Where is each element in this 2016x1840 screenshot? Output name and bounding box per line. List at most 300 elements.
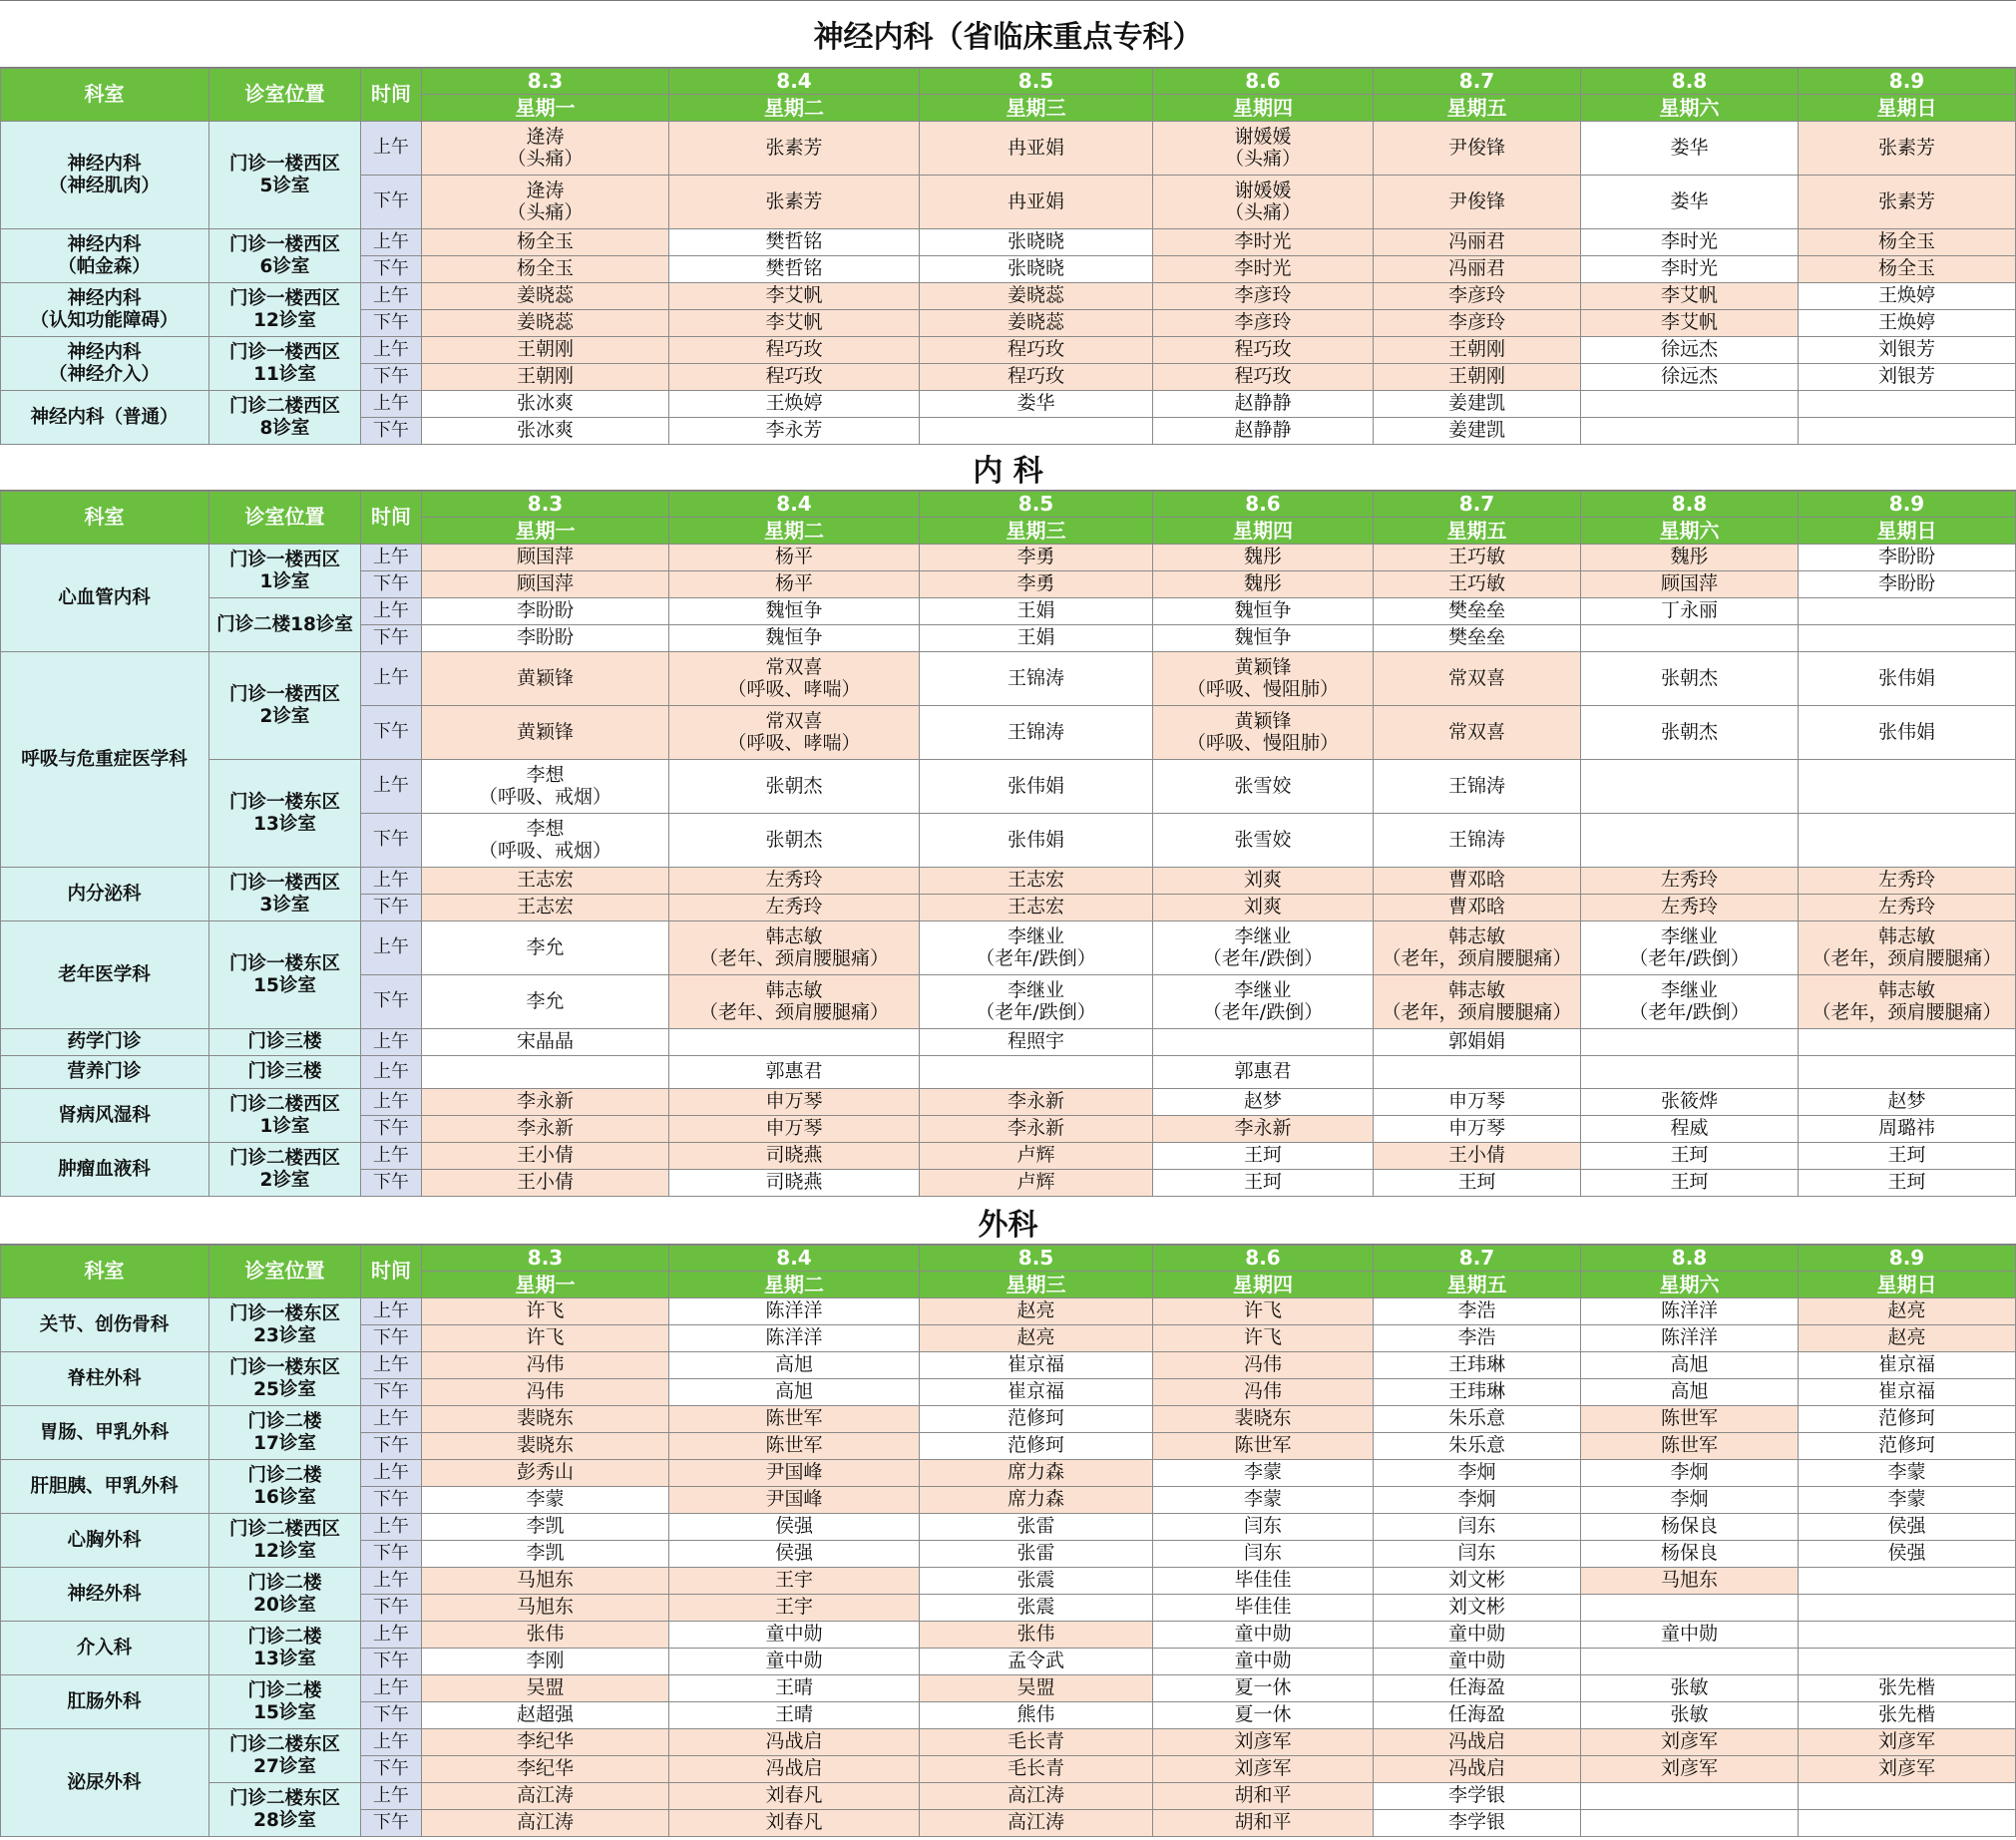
doctor-cell: 宋晶晶 xyxy=(422,1029,669,1056)
doctor-cell: 常双喜 xyxy=(1374,652,1581,706)
doctor-cell: 彭秀山 xyxy=(422,1460,669,1487)
doctor-cell: 曹邓晗 xyxy=(1374,895,1581,921)
header-room: 诊室位置 xyxy=(209,1245,361,1298)
doctor-cell: 周璐祎 xyxy=(1799,1116,2016,1143)
doctor-cell: 李纪华 xyxy=(422,1729,669,1756)
doctor-cell: 裴晓东 xyxy=(422,1406,669,1433)
department-name: 心血管内科 xyxy=(0,545,209,652)
doctor-cell: 张素芳 xyxy=(669,122,920,176)
doctor-cell: 徐远杰 xyxy=(1581,337,1799,364)
doctor-cell: 王志宏 xyxy=(920,868,1153,895)
clinic-room: 门诊二楼东区 27诊室 xyxy=(209,1729,361,1783)
header-dept: 科室 xyxy=(0,491,209,545)
doctor-cell: 任海盈 xyxy=(1374,1675,1581,1702)
doctor-cell: 冯战启 xyxy=(669,1756,920,1783)
doctor-cell: 陈洋洋 xyxy=(1581,1298,1799,1325)
clinic-room: 门诊二楼 16诊室 xyxy=(209,1460,361,1514)
doctor-cell: 韩志敏 （老年、颈肩腰腿痛） xyxy=(669,921,920,975)
doctor-cell: 李艾帆 xyxy=(1581,310,1799,337)
header-date: 8.3 xyxy=(422,1245,669,1272)
doctor-cell: 王娟 xyxy=(920,598,1153,625)
doctor-cell: 娄华 xyxy=(1581,176,1799,229)
header-date: 8.6 xyxy=(1153,1245,1374,1272)
doctor-cell: 常双喜 （呼吸、哮喘） xyxy=(669,652,920,706)
doctor-cell: 王锦涛 xyxy=(1374,814,1581,868)
header-date: 8.4 xyxy=(669,1245,920,1272)
doctor-cell: 谢媛媛 （头痛） xyxy=(1153,176,1374,229)
doctor-cell: 杨平 xyxy=(669,545,920,571)
department-name: 关节、创伤骨科 xyxy=(0,1298,209,1352)
doctor-cell: 姜晓蕊 xyxy=(920,283,1153,310)
doctor-cell: 程照宇 xyxy=(920,1029,1153,1056)
department-name: 药学门诊 xyxy=(0,1029,209,1056)
doctor-cell: 魏恒争 xyxy=(1153,598,1374,625)
doctor-cell: 程巧玫 xyxy=(1153,337,1374,364)
doctor-cell: 程巧玫 xyxy=(1153,364,1374,391)
session-time: 下午 xyxy=(361,814,422,868)
session-time: 下午 xyxy=(361,1649,422,1675)
doctor-cell: 韩志敏 （老年，颈肩腰腿痛） xyxy=(1799,921,2016,975)
header-dept: 科室 xyxy=(0,68,209,122)
doctor-cell: 马旭东 xyxy=(422,1568,669,1595)
header-weekday: 星期六 xyxy=(1581,95,1799,122)
doctor-cell xyxy=(1799,1783,2016,1810)
doctor-cell: 樊哲铭 xyxy=(669,229,920,256)
doctor-cell: 范修珂 xyxy=(1799,1406,2016,1433)
doctor-cell: 许飞 xyxy=(1153,1298,1374,1325)
doctor-cell xyxy=(1581,418,1799,445)
doctor-cell: 陈世军 xyxy=(669,1433,920,1460)
header-weekday: 星期日 xyxy=(1799,95,2016,122)
doctor-cell: 张冰爽 xyxy=(422,391,669,418)
doctor-cell: 冯伟 xyxy=(1153,1379,1374,1406)
header-weekday: 星期六 xyxy=(1581,518,1799,545)
session-time: 上午 xyxy=(361,1029,422,1056)
doctor-cell: 王晴 xyxy=(669,1702,920,1729)
header-weekday: 星期四 xyxy=(1153,95,1374,122)
doctor-cell: 崔京福 xyxy=(1799,1379,2016,1406)
doctor-cell: 申万琴 xyxy=(1374,1089,1581,1116)
header-date: 8.3 xyxy=(422,491,669,518)
doctor-cell: 冯丽君 xyxy=(1374,256,1581,283)
doctor-cell: 左秀玲 xyxy=(1799,895,2016,921)
doctor-cell: 李蒙 xyxy=(1799,1460,2016,1487)
header-date: 8.8 xyxy=(1581,491,1799,518)
doctor-cell: 胡和平 xyxy=(1153,1783,1374,1810)
department-name: 泌尿外科 xyxy=(0,1729,209,1837)
doctor-cell: 范修珂 xyxy=(1799,1433,2016,1460)
doctor-cell: 黄颖锋 xyxy=(422,652,669,706)
doctor-cell: 刘彦军 xyxy=(1581,1756,1799,1783)
doctor-cell: 王志宏 xyxy=(422,868,669,895)
doctor-cell: 李时光 xyxy=(1581,256,1799,283)
doctor-cell: 韩志敏 （老年、颈肩腰腿痛） xyxy=(669,975,920,1029)
header-date: 8.5 xyxy=(920,491,1153,518)
doctor-cell: 高旭 xyxy=(669,1379,920,1406)
clinic-room: 门诊二楼西区 8诊室 xyxy=(209,391,361,445)
doctor-cell: 程巧玫 xyxy=(669,337,920,364)
doctor-cell: 刘文彬 xyxy=(1374,1595,1581,1622)
doctor-cell: 冉亚娟 xyxy=(920,122,1153,176)
doctor-cell: 程巧玫 xyxy=(920,364,1153,391)
doctor-cell: 张筱烨 xyxy=(1581,1089,1799,1116)
header-dept: 科室 xyxy=(0,1245,209,1298)
doctor-cell: 杨平 xyxy=(669,571,920,598)
session-time: 上午 xyxy=(361,1729,422,1756)
doctor-cell: 左秀玲 xyxy=(1581,895,1799,921)
doctor-cell: 童中勋 xyxy=(1153,1622,1374,1649)
department-name: 神经内科（普通） xyxy=(0,391,209,445)
doctor-cell: 童中勋 xyxy=(1153,1649,1374,1675)
clinic-room: 门诊一楼东区 25诊室 xyxy=(209,1352,361,1406)
doctor-cell: 席力森 xyxy=(920,1460,1153,1487)
doctor-cell: 李永芳 xyxy=(669,418,920,445)
doctor-cell: 魏彤 xyxy=(1581,545,1799,571)
doctor-cell: 范修珂 xyxy=(920,1433,1153,1460)
clinic-room: 门诊一楼东区 15诊室 xyxy=(209,921,361,1029)
doctor-cell: 张雪姣 xyxy=(1153,814,1374,868)
doctor-cell xyxy=(1799,625,2016,652)
doctor-cell: 李刚 xyxy=(422,1649,669,1675)
doctor-cell: 王志宏 xyxy=(422,895,669,921)
doctor-cell: 王宇 xyxy=(669,1595,920,1622)
session-time: 上午 xyxy=(361,760,422,814)
doctor-cell: 冯战启 xyxy=(1374,1729,1581,1756)
header-date: 8.8 xyxy=(1581,68,1799,95)
doctor-cell: 李浩 xyxy=(1374,1298,1581,1325)
session-time: 上午 xyxy=(361,652,422,706)
clinic-room: 门诊一楼东区 23诊室 xyxy=(209,1298,361,1352)
doctor-cell: 尹国峰 xyxy=(669,1487,920,1514)
department-name: 营养门诊 xyxy=(0,1056,209,1089)
doctor-cell: 申万琴 xyxy=(669,1089,920,1116)
department-name: 脊柱外科 xyxy=(0,1352,209,1406)
doctor-cell: 李想 （呼吸、戒烟） xyxy=(422,760,669,814)
doctor-cell: 王小倩 xyxy=(422,1143,669,1170)
clinic-room: 门诊三楼 xyxy=(209,1056,361,1089)
session-time: 上午 xyxy=(361,229,422,256)
doctor-cell: 张敏 xyxy=(1581,1702,1799,1729)
doctor-cell xyxy=(1581,1029,1799,1056)
doctor-cell: 左秀玲 xyxy=(669,868,920,895)
session-time: 上午 xyxy=(361,1056,422,1089)
session-time: 下午 xyxy=(361,1433,422,1460)
doctor-cell xyxy=(920,418,1153,445)
doctor-cell: 闫东 xyxy=(1153,1541,1374,1568)
header-weekday: 星期日 xyxy=(1799,518,2016,545)
doctor-cell: 申万琴 xyxy=(1374,1116,1581,1143)
session-time: 上午 xyxy=(361,1352,422,1379)
header-weekday: 星期二 xyxy=(669,1272,920,1298)
doctor-cell: 李继业 （老年/跌倒） xyxy=(920,921,1153,975)
doctor-cell: 李允 xyxy=(422,921,669,975)
clinic-room: 门诊二楼西区 1诊室 xyxy=(209,1089,361,1143)
session-time: 下午 xyxy=(361,1379,422,1406)
doctor-cell: 许飞 xyxy=(422,1298,669,1325)
header-weekday: 星期一 xyxy=(422,1272,669,1298)
doctor-cell: 侯强 xyxy=(1799,1514,2016,1541)
doctor-cell: 逄涛 （头痛） xyxy=(422,122,669,176)
doctor-cell: 司晓燕 xyxy=(669,1170,920,1197)
doctor-cell: 黄颖锋 （呼吸、慢阻肺） xyxy=(1153,706,1374,760)
doctor-cell: 张朝杰 xyxy=(1581,706,1799,760)
department-name: 神经内科 （神经肌肉） xyxy=(0,122,209,229)
doctor-cell xyxy=(1799,391,2016,418)
doctor-cell: 张朝杰 xyxy=(1581,652,1799,706)
clinic-room: 门诊一楼西区 12诊室 xyxy=(209,283,361,337)
doctor-cell xyxy=(1799,1649,2016,1675)
doctor-cell: 魏恒争 xyxy=(1153,625,1374,652)
department-name: 神经内科 （认知功能障碍） xyxy=(0,283,209,337)
doctor-cell: 韩志敏 （老年，颈肩腰腿痛） xyxy=(1799,975,2016,1029)
doctor-cell: 魏恒争 xyxy=(669,598,920,625)
session-time: 下午 xyxy=(361,1702,422,1729)
doctor-cell: 李盼盼 xyxy=(422,625,669,652)
doctor-cell: 陈世军 xyxy=(1153,1433,1374,1460)
doctor-cell: 冯丽君 xyxy=(1374,229,1581,256)
doctor-cell: 谢媛媛 （头痛） xyxy=(1153,122,1374,176)
header-time: 时间 xyxy=(361,68,422,122)
doctor-cell: 姜晓蕊 xyxy=(920,310,1153,337)
doctor-cell: 张雷 xyxy=(920,1514,1153,1541)
header-time: 时间 xyxy=(361,1245,422,1298)
doctor-cell: 程巧玫 xyxy=(920,337,1153,364)
session-time: 下午 xyxy=(361,310,422,337)
doctor-cell: 魏彤 xyxy=(1153,571,1374,598)
doctor-cell xyxy=(1581,1810,1799,1837)
doctor-cell: 孟令武 xyxy=(920,1649,1153,1675)
session-time: 下午 xyxy=(361,176,422,229)
doctor-cell: 童中勋 xyxy=(669,1622,920,1649)
doctor-cell: 常双喜 xyxy=(1374,706,1581,760)
doctor-cell: 李允 xyxy=(422,975,669,1029)
doctor-cell xyxy=(1581,391,1799,418)
doctor-cell: 王珂 xyxy=(1374,1170,1581,1197)
doctor-cell: 尹俊锋 xyxy=(1374,122,1581,176)
doctor-cell: 王巧敏 xyxy=(1374,571,1581,598)
doctor-cell: 王焕婷 xyxy=(669,391,920,418)
doctor-cell: 魏彤 xyxy=(1153,545,1374,571)
header-weekday: 星期六 xyxy=(1581,1272,1799,1298)
clinic-room: 门诊二楼西区 12诊室 xyxy=(209,1514,361,1568)
header-date: 8.6 xyxy=(1153,491,1374,518)
section-title: 外科 xyxy=(0,1199,2016,1245)
session-time: 上午 xyxy=(361,1460,422,1487)
doctor-cell: 李蒙 xyxy=(1153,1460,1374,1487)
doctor-cell: 程威 xyxy=(1581,1116,1799,1143)
doctor-cell: 李蒙 xyxy=(1153,1487,1374,1514)
doctor-cell: 姜建凯 xyxy=(1374,391,1581,418)
doctor-cell: 张先楷 xyxy=(1799,1675,2016,1702)
doctor-cell: 童中勋 xyxy=(669,1649,920,1675)
header-date: 8.7 xyxy=(1374,1245,1581,1272)
header-date: 8.5 xyxy=(920,1245,1153,1272)
header-weekday: 星期三 xyxy=(920,95,1153,122)
header-weekday: 星期四 xyxy=(1153,518,1374,545)
session-time: 下午 xyxy=(361,1756,422,1783)
session-time: 上午 xyxy=(361,1783,422,1810)
department-name: 老年医学科 xyxy=(0,921,209,1029)
doctor-cell: 张冰爽 xyxy=(422,418,669,445)
session-time: 上午 xyxy=(361,868,422,895)
doctor-cell: 赵亮 xyxy=(920,1325,1153,1352)
header-date: 8.9 xyxy=(1799,491,2016,518)
doctor-cell: 侯强 xyxy=(669,1514,920,1541)
header-date: 8.4 xyxy=(669,491,920,518)
doctor-cell: 申万琴 xyxy=(669,1116,920,1143)
doctor-cell: 刘爽 xyxy=(1153,868,1374,895)
doctor-cell: 赵梦 xyxy=(1153,1089,1374,1116)
doctor-cell: 樊垒垒 xyxy=(1374,598,1581,625)
header-date: 8.8 xyxy=(1581,1245,1799,1272)
doctor-cell: 李彦玲 xyxy=(1374,283,1581,310)
header-weekday: 星期五 xyxy=(1374,518,1581,545)
doctor-cell xyxy=(1581,1783,1799,1810)
doctor-cell: 刘彦军 xyxy=(1581,1729,1799,1756)
doctor-cell: 张震 xyxy=(920,1568,1153,1595)
doctor-cell: 侯强 xyxy=(1799,1541,2016,1568)
session-time: 上午 xyxy=(361,337,422,364)
doctor-cell: 卢辉 xyxy=(920,1143,1153,1170)
doctor-cell: 陈世军 xyxy=(1581,1406,1799,1433)
doctor-cell xyxy=(1153,1029,1374,1056)
header-room: 诊室位置 xyxy=(209,491,361,545)
doctor-cell: 左秀玲 xyxy=(669,895,920,921)
session-time: 下午 xyxy=(361,1116,422,1143)
doctor-cell: 逄涛 （头痛） xyxy=(422,176,669,229)
doctor-cell: 王朝刚 xyxy=(1374,337,1581,364)
session-time: 上午 xyxy=(361,1406,422,1433)
doctor-cell: 王玮琳 xyxy=(1374,1379,1581,1406)
doctor-cell: 李蒙 xyxy=(1799,1487,2016,1514)
doctor-cell: 张伟娟 xyxy=(1799,706,2016,760)
doctor-cell: 崔京福 xyxy=(920,1379,1153,1406)
doctor-cell: 杨全玉 xyxy=(1799,229,2016,256)
doctor-cell: 王志宏 xyxy=(920,895,1153,921)
doctor-cell: 刘彦军 xyxy=(1153,1756,1374,1783)
doctor-cell: 李继业 （老年/跌倒） xyxy=(1581,975,1799,1029)
doctor-cell: 李炯 xyxy=(1374,1460,1581,1487)
header-weekday: 星期三 xyxy=(920,1272,1153,1298)
doctor-cell: 冯伟 xyxy=(422,1379,669,1406)
doctor-cell: 王锦涛 xyxy=(920,706,1153,760)
department-name: 呼吸与危重症医学科 xyxy=(0,652,209,868)
doctor-cell: 高旭 xyxy=(1581,1352,1799,1379)
doctor-cell: 毛长青 xyxy=(920,1756,1153,1783)
doctor-cell xyxy=(920,1056,1153,1089)
doctor-cell: 吴盟 xyxy=(920,1675,1153,1702)
doctor-cell: 毕佳佳 xyxy=(1153,1595,1374,1622)
doctor-cell: 李蒙 xyxy=(422,1487,669,1514)
doctor-cell: 刘彦军 xyxy=(1799,1756,2016,1783)
doctor-cell: 程巧玫 xyxy=(669,364,920,391)
doctor-cell: 裴晓东 xyxy=(422,1433,669,1460)
header-room: 诊室位置 xyxy=(209,68,361,122)
doctor-cell: 张震 xyxy=(920,1595,1153,1622)
doctor-cell: 王宇 xyxy=(669,1568,920,1595)
doctor-cell: 曹邓晗 xyxy=(1374,868,1581,895)
doctor-cell: 冯伟 xyxy=(422,1352,669,1379)
session-time: 下午 xyxy=(361,256,422,283)
clinic-room: 门诊一楼东区 13诊室 xyxy=(209,760,361,868)
session-time: 下午 xyxy=(361,1810,422,1837)
doctor-cell: 李继业 （老年/跌倒） xyxy=(1581,921,1799,975)
doctor-cell: 王小倩 xyxy=(422,1170,669,1197)
doctor-cell: 张素芳 xyxy=(1799,176,2016,229)
doctor-cell: 郭娟娟 xyxy=(1374,1029,1581,1056)
doctor-cell: 王锦涛 xyxy=(1374,760,1581,814)
doctor-cell: 张朝杰 xyxy=(669,814,920,868)
doctor-cell: 杨全玉 xyxy=(1799,256,2016,283)
department-name: 肾病风湿科 xyxy=(0,1089,209,1143)
doctor-cell: 顾国萍 xyxy=(422,545,669,571)
doctor-cell: 马旭东 xyxy=(422,1595,669,1622)
doctor-cell: 李彦玲 xyxy=(1153,283,1374,310)
doctor-cell: 王玮琳 xyxy=(1374,1352,1581,1379)
doctor-cell: 樊哲铭 xyxy=(669,256,920,283)
doctor-cell xyxy=(1581,760,1799,814)
header-date: 8.7 xyxy=(1374,491,1581,518)
doctor-cell: 王珂 xyxy=(1799,1143,2016,1170)
session-time: 下午 xyxy=(361,895,422,921)
doctor-cell: 杨保良 xyxy=(1581,1541,1799,1568)
doctor-cell xyxy=(1799,418,2016,445)
doctor-cell: 陈洋洋 xyxy=(669,1325,920,1352)
doctor-cell: 李彦玲 xyxy=(1153,310,1374,337)
doctor-cell: 王锦涛 xyxy=(920,652,1153,706)
doctor-cell: 李继业 （老年/跌倒） xyxy=(1153,921,1374,975)
session-time: 下午 xyxy=(361,571,422,598)
doctor-cell xyxy=(1799,760,2016,814)
doctor-cell: 朱乐意 xyxy=(1374,1433,1581,1460)
doctor-cell: 常双喜 （呼吸、哮喘） xyxy=(669,706,920,760)
doctor-cell: 裴晓东 xyxy=(1153,1406,1374,1433)
clinic-room: 门诊三楼 xyxy=(209,1029,361,1056)
header-date: 8.4 xyxy=(669,68,920,95)
session-time: 下午 xyxy=(361,364,422,391)
doctor-cell: 熊伟 xyxy=(920,1702,1153,1729)
clinic-room: 门诊二楼18诊室 xyxy=(209,598,361,652)
doctor-cell: 李凯 xyxy=(422,1514,669,1541)
doctor-cell: 李想 （呼吸、戒烟） xyxy=(422,814,669,868)
session-time: 上午 xyxy=(361,391,422,418)
doctor-cell: 高江涛 xyxy=(920,1783,1153,1810)
doctor-cell: 王朝刚 xyxy=(422,364,669,391)
header-date: 8.7 xyxy=(1374,68,1581,95)
header-date: 8.6 xyxy=(1153,68,1374,95)
doctor-cell xyxy=(1799,1029,2016,1056)
clinic-room: 门诊二楼 15诊室 xyxy=(209,1675,361,1729)
doctor-cell: 陈世军 xyxy=(669,1406,920,1433)
department-name: 神经内科 （帕金森） xyxy=(0,229,209,283)
doctor-cell: 童中勋 xyxy=(1374,1622,1581,1649)
department-name: 神经外科 xyxy=(0,1568,209,1622)
doctor-cell: 王焕婷 xyxy=(1799,310,2016,337)
session-time: 上午 xyxy=(361,1089,422,1116)
session-time: 上午 xyxy=(361,545,422,571)
header-weekday: 星期五 xyxy=(1374,1272,1581,1298)
doctor-cell: 张伟娟 xyxy=(1799,652,2016,706)
doctor-cell: 郭惠君 xyxy=(1153,1056,1374,1089)
doctor-cell: 冯战启 xyxy=(669,1729,920,1756)
doctor-cell: 李永新 xyxy=(920,1089,1153,1116)
doctor-cell: 顾国萍 xyxy=(422,571,669,598)
doctor-cell: 王朝刚 xyxy=(1374,364,1581,391)
doctor-cell: 刘银芳 xyxy=(1799,337,2016,364)
clinic-room: 门诊一楼西区 1诊室 xyxy=(209,545,361,598)
doctor-cell: 赵亮 xyxy=(1799,1298,2016,1325)
session-time: 上午 xyxy=(361,921,422,975)
